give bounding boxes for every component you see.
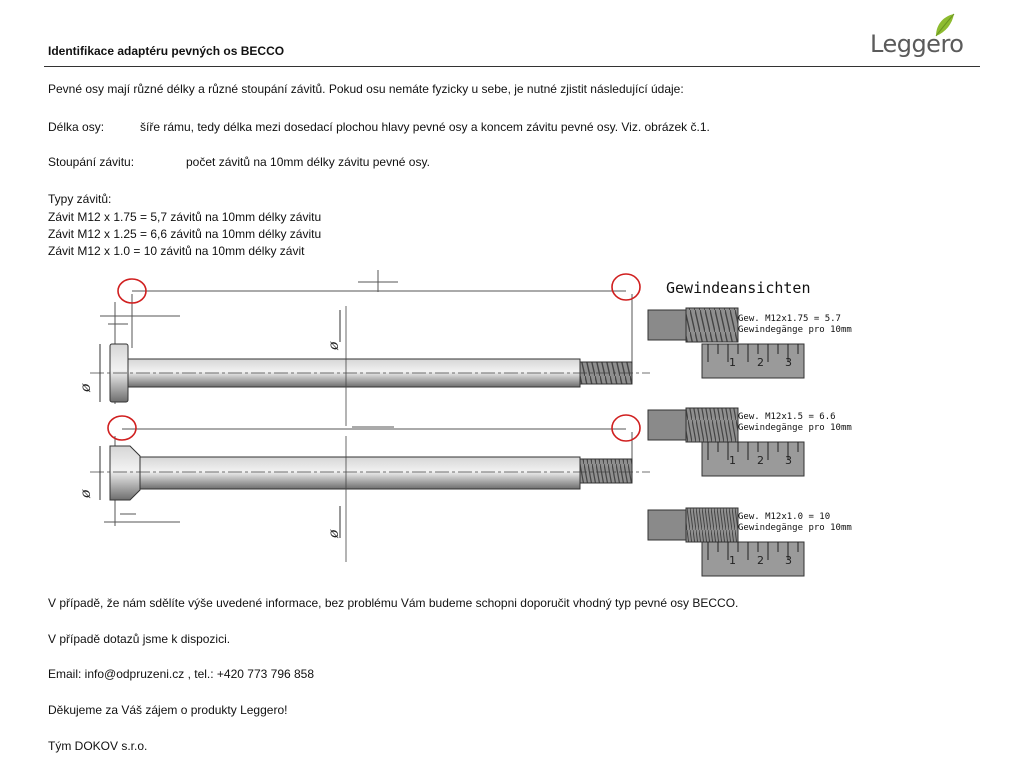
logo-text: Leggero — [870, 30, 964, 58]
ruler-tick-label: 1 — [729, 454, 736, 467]
diameter-symbol: ø — [326, 529, 342, 538]
diameter-symbol: ø — [326, 341, 342, 350]
length-marker-circle — [108, 416, 136, 440]
axle-length-description: šíře rámu, tedy délka mezi dosedací plochou hlavy pevné osy a koncem závitu pevné osy. Viz. obrázek č.1. — [140, 120, 710, 134]
ruler-tick-label: 2 — [757, 356, 764, 369]
thread-type-item: Závit M12 x 1.75 = 5,7 závitů na 10mm délky závitu — [48, 210, 322, 224]
leggero-logo — [868, 12, 968, 58]
length-marker-circle — [612, 415, 640, 441]
signature-line: Tým DOKOV s.r.o. — [48, 739, 148, 753]
thread-pitch-label: Stoupání závitu: — [48, 155, 135, 169]
thread-pitch-description: počet závitů na 10mm délky závitu pevné osy. — [186, 155, 430, 169]
ruler-tick-label: 1 — [729, 554, 736, 567]
thanks-line: Děkujeme za Váš zájem o produkty Leggero! — [48, 703, 288, 717]
intro-paragraph: Pevné osy mají různé délky a různé stoupání závitů. Pokud osu nemáte fyzicky u sebe, je nutné zjistit následující údaje: — [48, 82, 684, 96]
thread-spec-label: Gew. M12x1.0 = 10 — [738, 512, 831, 522]
thread-view — [648, 508, 852, 576]
ruler-tick-label: 3 — [785, 554, 792, 567]
questions-paragraph: V případě dotazů jsme k dispozici. — [48, 632, 231, 646]
thread-count-label: Gewindegänge pro 10mm — [738, 325, 852, 335]
recommendation-paragraph: V případě, že nám sdělíte výše uvedené informace, bez problému Vám budeme schopni doporučit vhodný typ pevné osy BECCO. — [48, 596, 739, 610]
diameter-symbol: ø — [78, 489, 94, 498]
thread-count-label: Gewindegänge pro 10mm — [738, 523, 852, 533]
ruler-tick-label: 3 — [785, 356, 792, 369]
thread-spec-label: Gew. M12x1.5 = 6.6 — [738, 412, 836, 422]
ruler-tick-label: 2 — [757, 554, 764, 567]
length-marker-circle — [612, 274, 640, 300]
thread-spec-label: Gew. M12x1.75 = 5.7 — [738, 314, 841, 324]
ruler-tick-label: 2 — [757, 454, 764, 467]
document-title: Identifikace adaptéru pevných os BECCO — [48, 44, 285, 58]
thread-view — [648, 408, 852, 476]
thread-types-heading: Typy závitů: — [48, 192, 112, 206]
axle-flat-head — [78, 270, 650, 426]
axle-technical-drawing — [60, 266, 880, 584]
contact-line: Email: info@odpruzeni.cz , tel.: +420 773 796 858 — [48, 667, 315, 681]
ruler-tick-label: 3 — [785, 454, 792, 467]
axle-tapered-head — [78, 415, 650, 562]
leaf-icon — [930, 12, 958, 40]
axle-length-label: Délka osy: — [48, 120, 105, 134]
thread-type-item: Závit M12 x 1.25 = 6,6 závitů na 10mm délky závitu — [48, 227, 322, 241]
ruler-tick-label: 1 — [729, 356, 736, 369]
diameter-symbol: ø — [78, 383, 94, 392]
gewinde-title: Gewindeansichten — [666, 279, 811, 297]
header-divider — [44, 66, 980, 67]
thread-count-label: Gewindegänge pro 10mm — [738, 423, 852, 433]
thread-view — [648, 308, 852, 378]
thread-type-item: Závit M12 x 1.0 = 10 závitů na 10mm délky závit — [48, 244, 305, 258]
